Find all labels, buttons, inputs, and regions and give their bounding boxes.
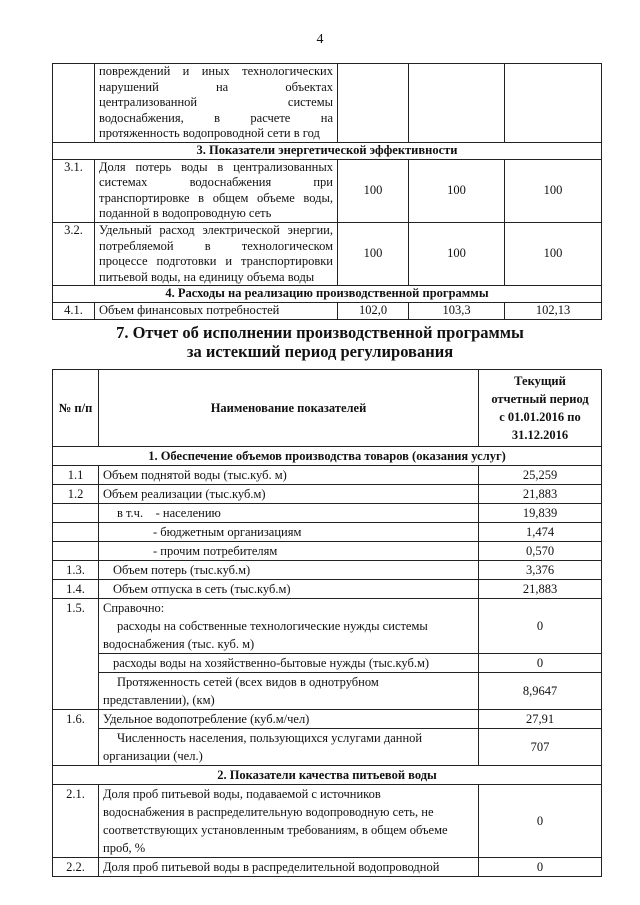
- value-cell: 100: [505, 222, 602, 285]
- indicator-name: Объем финансовых потребностей: [95, 302, 338, 319]
- text-line: Численность населения, пользующихся услугами данной: [117, 731, 423, 745]
- indicator-name: в т.ч. - населению: [99, 504, 479, 523]
- row-number: 3.2.: [53, 222, 95, 285]
- report-title: [0, 323, 640, 361]
- section-header-row: [53, 142, 602, 159]
- text-line: расходы на собственные технологические нужды системы: [117, 619, 428, 633]
- text-line: соответствующих установленным требованиям, в общем объеме: [103, 823, 448, 837]
- table-row: [53, 710, 602, 729]
- text-line: водоснабжения (тыс. куб. м): [103, 637, 255, 651]
- header-period-line: отчетный период: [491, 392, 589, 406]
- row-number: [53, 523, 99, 542]
- indicator-name-cell: [99, 673, 479, 710]
- value-cell: 0: [479, 785, 602, 858]
- value-cell: [505, 64, 602, 143]
- text-line: питьевой воды, на единицу объема воды: [99, 269, 315, 284]
- indicator-name-cell: [95, 222, 338, 285]
- table-row: [53, 561, 602, 580]
- table-row: [53, 504, 602, 523]
- header-name: Наименование показателей: [99, 370, 479, 447]
- value-cell: 21,883: [479, 485, 602, 504]
- indicator-name: расходы воды на хозяйственно-бытовые нужды (тыс.куб.м): [99, 654, 479, 673]
- table-row: [53, 302, 602, 319]
- indicator-name: Объем потерь (тыс.куб.м): [99, 561, 479, 580]
- text-line: водоснабжения в распределительную водопроводную сеть, не: [103, 805, 434, 819]
- value-cell: 100: [338, 222, 409, 285]
- text-line: повреждений и иных технологических: [99, 64, 333, 78]
- section-header-row: [53, 447, 602, 466]
- text-line: проб, %: [103, 841, 146, 855]
- header-period-line: с 01.01.2016 по: [499, 410, 581, 424]
- value-cell: 0: [479, 654, 602, 673]
- indicator-name: - бюджетным организациям: [99, 523, 479, 542]
- value-cell: 100: [409, 159, 505, 222]
- table-row: [53, 785, 602, 858]
- section-title: 3. Показатели энергетической эффективности: [53, 142, 602, 159]
- value-cell: 19,839: [479, 504, 602, 523]
- row-number: 4.1.: [53, 302, 95, 319]
- text-line: Удельный расход электрической энергии,: [99, 222, 333, 237]
- text-line: Протяженность сетей (всех видов в однотрубном: [117, 675, 379, 689]
- value-cell: 103,3: [409, 302, 505, 319]
- row-number: [53, 542, 99, 561]
- indicator-name: - прочим потребителям: [99, 542, 479, 561]
- indicators-table-continued: [52, 63, 602, 320]
- section-header-row: [53, 766, 602, 785]
- text-line: Доля проб питьевой воды, подаваемой с источников: [103, 787, 381, 801]
- header-row: [53, 370, 602, 447]
- row-number: 1.1: [53, 466, 99, 485]
- header-period: [479, 370, 602, 447]
- value-cell: 100: [338, 159, 409, 222]
- value-cell: [409, 64, 505, 143]
- section-title: 4. Расходы на реализацию производственной программы: [53, 286, 602, 303]
- indicator-name: Объем отпуска в сеть (тыс.куб.м): [99, 580, 479, 599]
- value-cell: 102,0: [338, 302, 409, 319]
- table-row: [53, 222, 602, 285]
- value-cell: 102,13: [505, 302, 602, 319]
- value-cell: [338, 64, 409, 143]
- indicator-name-cell: [99, 729, 479, 766]
- indicator-name: Объем поднятой воды (тыс.куб. м): [99, 466, 479, 485]
- text-line: Справочно:: [103, 601, 165, 615]
- text-line: централизованной системы: [99, 95, 333, 110]
- report-title-line: за истекший период регулирования: [186, 342, 454, 361]
- table-row: [53, 673, 602, 710]
- report-table: [52, 369, 602, 877]
- table-row: [53, 580, 602, 599]
- value-cell: 707: [479, 729, 602, 766]
- table-row: [53, 485, 602, 504]
- text-line: Доля потерь воды в централизованных: [99, 159, 333, 174]
- text-line: нарушений на объектах: [99, 79, 333, 94]
- value-cell: 21,883: [479, 580, 602, 599]
- text-line: представлении), (км): [103, 693, 215, 707]
- value-cell: 0: [479, 858, 602, 877]
- text-line: организации (чел.): [103, 749, 203, 763]
- indicator-name-cell: [99, 599, 479, 654]
- row-number: 2.1.: [53, 785, 99, 858]
- text-line: системах водоснабжения при: [99, 175, 333, 190]
- value-cell: 27,91: [479, 710, 602, 729]
- table-row: [53, 64, 602, 143]
- row-number: 3.1.: [53, 159, 95, 222]
- text-line: поданной в водопроводную сеть: [99, 206, 272, 221]
- indicator-name: Доля проб питьевой воды в распределительной водопроводной: [99, 858, 479, 877]
- table-row: [53, 729, 602, 766]
- header-period-line: 31.12.2016: [511, 428, 569, 442]
- row-number: [53, 504, 99, 523]
- table-row: [53, 466, 602, 485]
- table-row: [53, 599, 602, 654]
- value-cell: 100: [505, 159, 602, 222]
- indicator-name: Объем реализации (тыс.куб.м): [99, 485, 479, 504]
- section-title: 1. Обеспечение объемов производства товаров (оказания услуг): [53, 447, 602, 466]
- row-number: 1.2: [53, 485, 99, 504]
- row-number: 1.3.: [53, 561, 99, 580]
- indicator-name: Удельное водопотребление (куб.м/чел): [99, 710, 479, 729]
- row-number: 1.5.: [53, 599, 99, 710]
- row-number: 1.4.: [53, 580, 99, 599]
- value-cell: 8,9647: [479, 673, 602, 710]
- indicator-name-cell: [95, 159, 338, 222]
- indicator-name-cell: [95, 64, 338, 143]
- table-row: [53, 654, 602, 673]
- indicator-name-cell: [99, 785, 479, 858]
- table-row: [53, 858, 602, 877]
- value-cell: 25,259: [479, 466, 602, 485]
- header-number: № п/п: [53, 370, 99, 447]
- value-cell: 0: [479, 599, 602, 654]
- row-number-cell: [53, 64, 95, 143]
- page-number: 4: [316, 32, 324, 47]
- section-title: 2. Показатели качества питьевой воды: [53, 766, 602, 785]
- text-line: процессе подготовки и транспортировки: [99, 254, 333, 269]
- text-line: протяженность водопроводной сети в год: [99, 126, 320, 141]
- report-title-line: 7. Отчет об исполнении производственной программы: [116, 323, 524, 342]
- value-cell: 3,376: [479, 561, 602, 580]
- row-number: 1.6.: [53, 710, 99, 766]
- value-cell: 100: [409, 222, 505, 285]
- table-row: [53, 542, 602, 561]
- text-line: транспортировке в общем объеме воды,: [99, 190, 333, 205]
- table-row: [53, 523, 602, 542]
- section-header-row: [53, 286, 602, 303]
- header-period-line: Текущий: [514, 374, 566, 388]
- text-line: потребляемой в технологическом: [99, 238, 333, 253]
- text-line: водоснабжения, в расчете на: [99, 110, 333, 125]
- value-cell: 0,570: [479, 542, 602, 561]
- row-number: 2.2.: [53, 858, 99, 877]
- table-row: [53, 159, 602, 222]
- value-cell: 1,474: [479, 523, 602, 542]
